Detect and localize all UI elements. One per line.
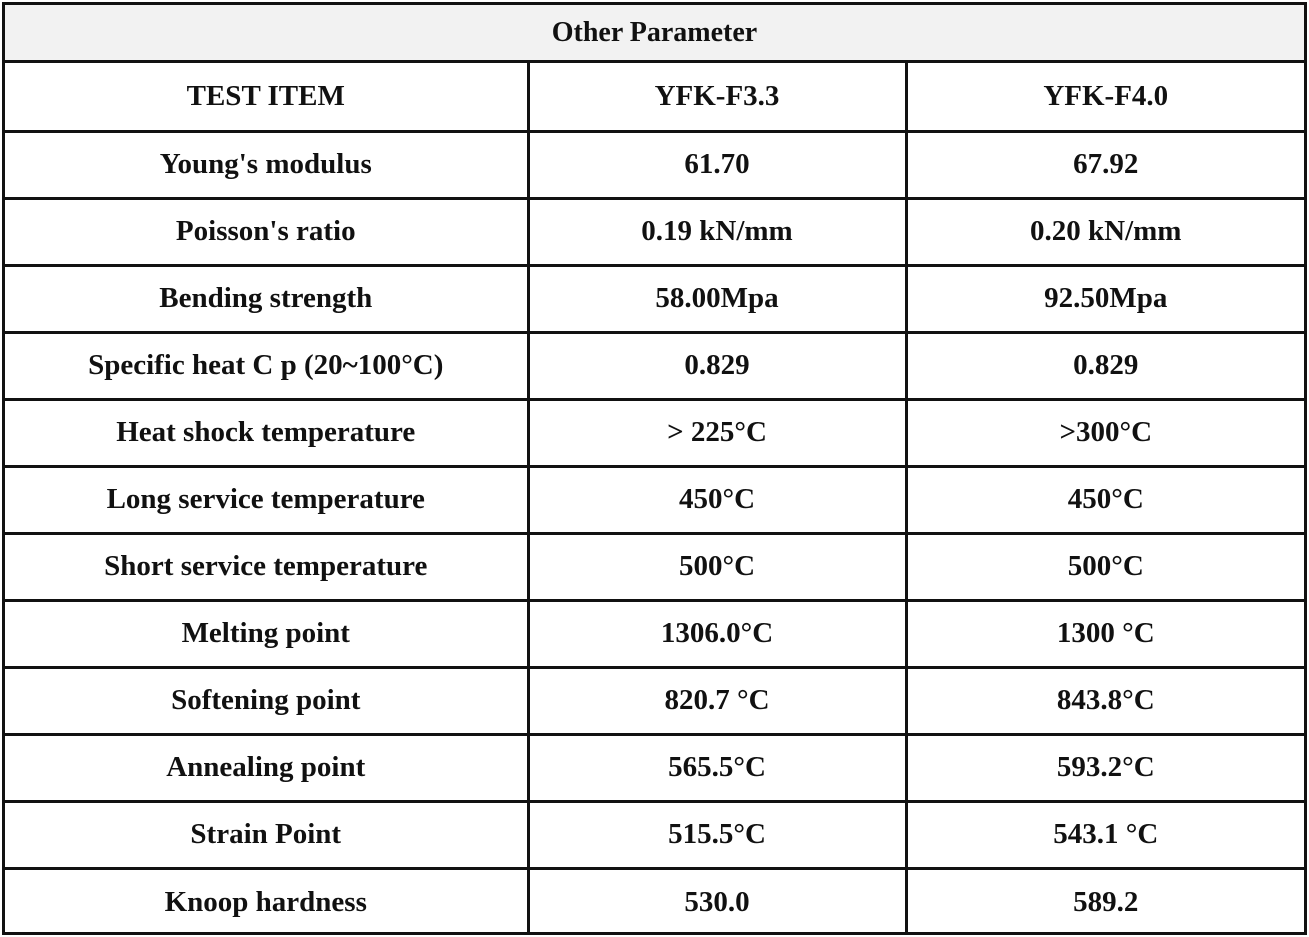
yfk-f40-value: 593.2°C xyxy=(906,734,1304,801)
table-row xyxy=(5,868,1304,935)
table-row xyxy=(5,131,1304,198)
yfk-f40-value: 0.829 xyxy=(906,332,1304,399)
test-item-cell: Specific heat C p (20~100°C) xyxy=(5,332,528,399)
yfk-f33-value: 515.5°C xyxy=(528,801,906,868)
yfk-f40-value: 1300 °C xyxy=(906,600,1304,667)
test-item-cell: Strain Point xyxy=(5,801,528,868)
yfk-f33-value: 565.5°C xyxy=(528,734,906,801)
yfk-f40-value: 500°C xyxy=(906,533,1304,600)
table-row xyxy=(5,332,1304,399)
table-row xyxy=(5,265,1304,332)
yfk-f33-value: 820.7 °C xyxy=(528,667,906,734)
table-row xyxy=(5,667,1304,734)
parameter-sheet xyxy=(2,2,1307,935)
yfk-f33-value: 58.00Mpa xyxy=(528,265,906,332)
test-item-cell: Heat shock temperature xyxy=(5,399,528,466)
column-header-test-item: TEST ITEM xyxy=(5,63,528,131)
table-row xyxy=(5,533,1304,600)
yfk-f40-value: 543.1 °C xyxy=(906,801,1304,868)
yfk-f40-value: 450°C xyxy=(906,466,1304,533)
table-row xyxy=(5,466,1304,533)
yfk-f40-value: >300°C xyxy=(906,399,1304,466)
test-item-cell: Poisson's ratio xyxy=(5,198,528,265)
test-item-cell: Long service temperature xyxy=(5,466,528,533)
test-item-cell: Young's modulus xyxy=(5,131,528,198)
test-item-cell: Softening point xyxy=(5,667,528,734)
yfk-f33-value: 0.829 xyxy=(528,332,906,399)
yfk-f33-value: 530.0 xyxy=(528,868,906,935)
yfk-f33-value: 1306.0°C xyxy=(528,600,906,667)
test-item-cell: Melting point xyxy=(5,600,528,667)
test-item-cell: Short service temperature xyxy=(5,533,528,600)
yfk-f33-value: 450°C xyxy=(528,466,906,533)
yfk-f40-value: 589.2 xyxy=(1073,885,1139,918)
table-row xyxy=(5,734,1304,801)
column-header-yfk-f33: YFK-F3.3 xyxy=(528,63,906,131)
yfk-f33-value: 0.19 kN/mm xyxy=(528,198,906,265)
test-item-cell: Bending strength xyxy=(5,265,528,332)
yfk-f33-value: > 225°C xyxy=(528,399,906,466)
table-row xyxy=(5,600,1304,667)
table-title: Other Parameter xyxy=(5,5,1304,63)
yfk-f33-value: 61.70 xyxy=(528,131,906,198)
parameter-table xyxy=(5,63,1304,935)
table-row xyxy=(5,801,1304,868)
yfk-f33-value: 500°C xyxy=(528,533,906,600)
table-row xyxy=(5,399,1304,466)
test-item-cell: Knoop hardness xyxy=(5,868,528,935)
test-item-cell: Annealing point xyxy=(5,734,528,801)
column-header-yfk-f40: YFK-F4.0 xyxy=(906,63,1304,131)
yfk-f40-value: 92.50Mpa xyxy=(906,265,1304,332)
table-row xyxy=(5,198,1304,265)
yfk-f40-value: 67.92 xyxy=(906,131,1304,198)
yfk-f40-value: 0.20 kN/mm xyxy=(906,198,1304,265)
header-row xyxy=(5,63,1304,131)
yfk-f40-value: 843.8°C xyxy=(906,667,1304,734)
